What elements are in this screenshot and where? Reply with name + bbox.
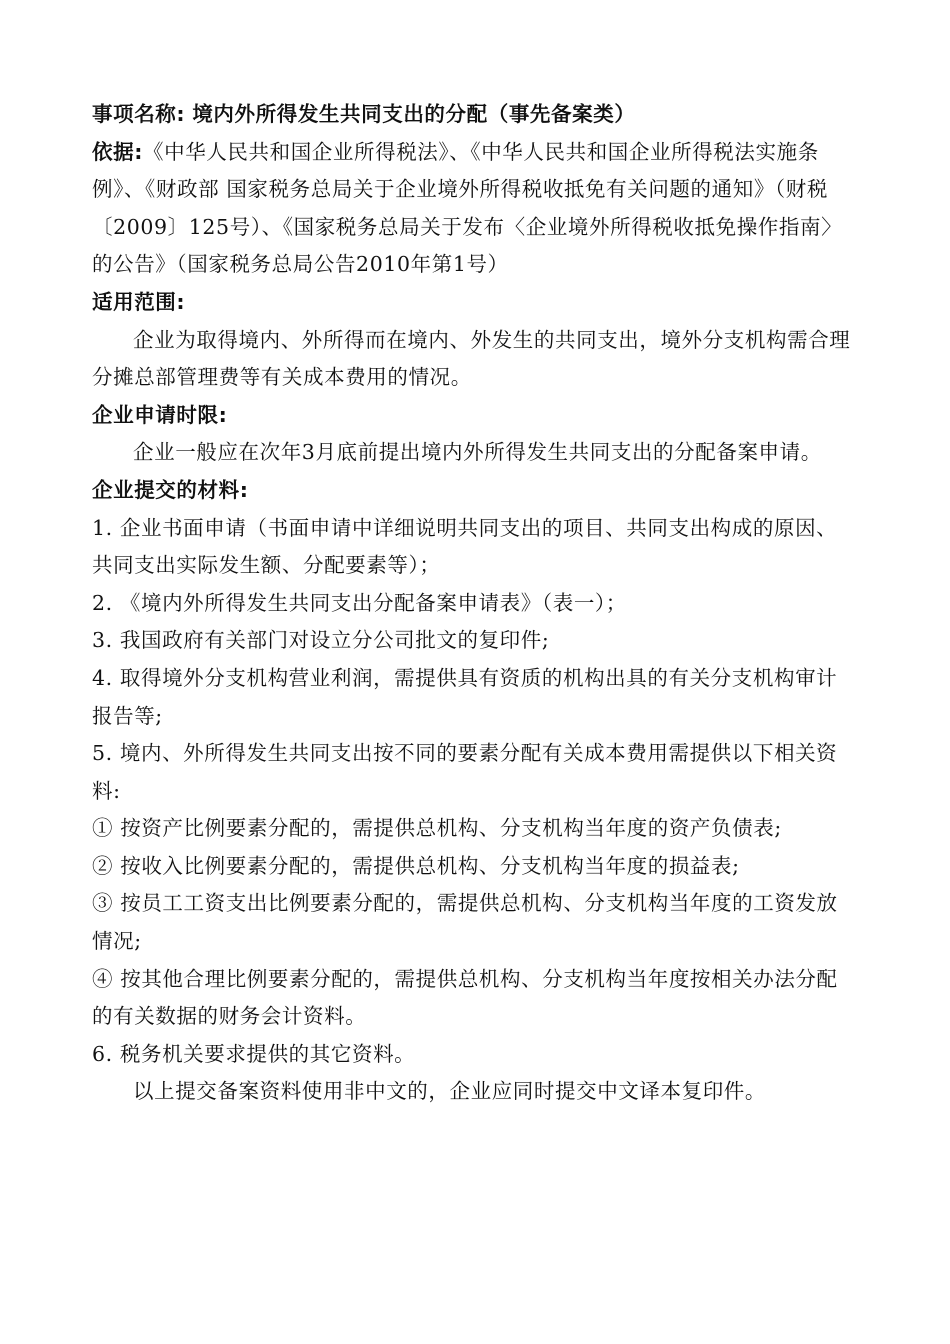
material-subitem: ① 按资产比例要素分配的，需提供总机构、分支机构当年度的资产负债表; bbox=[92, 816, 782, 841]
item-title-label: 事项名称: bbox=[92, 102, 186, 126]
document-page bbox=[92, 96, 852, 1111]
material-item: 4. 取得境外分支机构营业利润，需提供具有资质的机构出具的有关分支机构审计报告等; bbox=[92, 665, 838, 728]
scope-text: 企业为取得境内、外所得而在境内、外发生的共同支出，境外分支机构需合理分摊总部管理费等有关成本费用的情况。 bbox=[92, 327, 851, 390]
deadline-text: 企业一般应在次年3月底前提出境内外所得发生共同支出的分配备案申请。 bbox=[133, 440, 822, 465]
materials-note: 以上提交备案资料使用非中文的，企业应同时提交中文译本复印件。 bbox=[133, 1079, 766, 1104]
item-title-text: 境内外所得发生共同支出的分配（事先备案类） bbox=[192, 102, 636, 126]
deadline-heading: 企业申请时限: bbox=[92, 402, 228, 427]
basis-text: 《中华人民共和国企业所得税法》、《中华人民共和国企业所得税法实施条例》、《财政部 国家税务总局关于企业境外所得税收抵免有关问题的通知》（财税〔2009〕125号）、《国家税务总局关于发布〈企业境外所得税收抵免操作指南〉的公告》（国家税务总局公告2010年第1号） bbox=[92, 139, 843, 277]
material-item: 6. 税务机关要求提供的其它资料。 bbox=[92, 1041, 416, 1066]
materials-heading: 企业提交的材料: bbox=[92, 477, 249, 502]
material-item: 3. 我国政府有关部门对设立分公司批文的复印件; bbox=[92, 628, 550, 653]
scope-heading: 适用范围: bbox=[92, 289, 186, 314]
material-item: 5. 境内、外所得发生共同支出按不同的要素分配有关成本费用需提供以下相关资料: bbox=[92, 741, 838, 803]
material-subitem: ② 按收入比例要素分配的，需提供总机构、分支机构当年度的损益表; bbox=[92, 853, 740, 878]
material-subitem: ③ 按员工工资支出比例要素分配的，需提供总机构、分支机构当年度的工资发放情况; bbox=[92, 891, 838, 954]
item-title bbox=[92, 96, 852, 134]
material-item: 1. 企业书面申请（书面申请中详细说明共同支出的项目、共同支出构成的原因、共同支出实际发生额、分配要素等）； bbox=[92, 515, 838, 578]
basis-label: 依据: bbox=[92, 139, 143, 164]
basis-paragraph bbox=[92, 134, 852, 284]
material-item: 2. 《境内外所得发生共同支出分配备案申请表》（表一）； bbox=[92, 590, 627, 615]
material-subitem: ④ 按其他合理比例要素分配的，需提供总机构、分支机构当年度按相关办法分配的有关数据的财务会计资料。 bbox=[92, 966, 838, 1029]
